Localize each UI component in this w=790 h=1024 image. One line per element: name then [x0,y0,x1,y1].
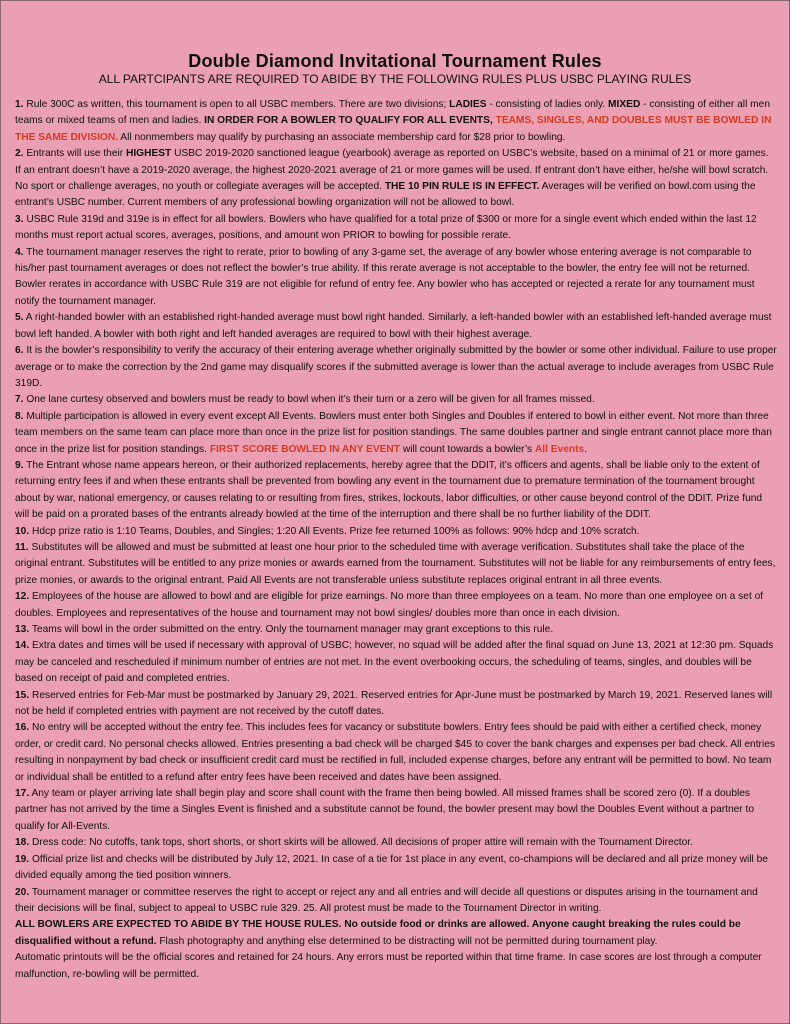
rule-text: Entrants will use their [23,148,126,160]
rule-text: USBC Rule 319d and 319e is in effect for all bowlers. Bowlers who have qualified for a total prize of $300 or more for a single event which ended within the last 12 months must report actual scores, averages, positions, and amount won PRIOR to bowling for possible rerate. [15,213,757,242]
rule-text: Employees of the house are allowed to bowl and are eligible for prize earnings. No more than three employees on a team. No more than one employee on a set of doubles. Employees and representatives of the house and tournament may not bowl singles/ doubles more than once in each division. [15,591,764,619]
rule-emphasis: HIGHEST [125,148,172,160]
rule-number: 18. [15,837,30,849]
rule-18 [15,835,777,851]
rule-number: 19. [15,853,30,865]
rule-7 [15,392,777,408]
rule-number: 11. [15,541,29,553]
house-rules-text: Flash photography and anything else determined to be distracting will not be permitted during tournament play. [156,935,658,947]
rule-2 [15,146,777,212]
rule-text: - consisting of either all men teams or mixed teams of men and ladies. [15,99,770,127]
rule-text: The Entrant whose name appears hereon, or their authorized replacements, hereby agree that the DDIT, it’s officers and agents, shall be liable only to the extent of returning entry fees if and when these entrants shall be prevented from bowling any event in the tournament due to premature termination of the tournament brought about by war, national emergency, or causes relating to or resulting from fires, strikes, lockouts, labor difficulties, or other cause beyond control of the DDIT. Prize fund will be paid on a prorated bases of the entrants already bowled at the time of the interruption and there shall be no further liability of the DDIT. [15,459,763,521]
page-subtitle: ALL PARTCIPANTS ARE REQUIRED TO ABIDE BY THE FOLLOWING RULES PLUS USBC PLAYING RULES [98,72,692,86]
rule-emphasis: LADIES [449,99,487,110]
rule-8 [15,409,777,458]
rule-text: Rule 300C as written, this tournament is open to all USBC members. There are two divisions; [23,99,450,110]
rule-number: 17. [15,788,30,800]
rule-number: 15. [15,689,30,701]
rule-text: will count towards a bowler’s [400,443,535,455]
rule-text: The tournament manager reserves the right to rerate, prior to bowling of any 3-game set, the average of any bowler whose entering average is not comparable to his/her past tournament averages or does not reflect the bowler’s true ability. If this rerate average is not acceptable to the bowler, the entry fee will not be returned. Bowler rerates in accordance with USBC Rule 319 are not eligible for refund of entry fee. Any bowler who has accepted or rejected a rerate for any tournament must notify the tournament manager. [15,246,755,307]
house-rules-emphasis: ALL BOWLERS ARE EXPECTED TO ABIDE BY THE HOUSE RULES. No outside food or drinks are allowed. Anyone caught breaking the rules could be disqualified without a refund. [15,919,741,947]
page-title: Double Diamond Invitational Tournament Rules [188,51,602,71]
rule-number: 3. [15,213,24,225]
rule-15 [15,688,777,721]
rule-number: 5. [15,312,24,324]
rule-text: Extra dates and times will be used if necessary with approval of USBC; however, no squad will be added after the final squad on June 13, 2021 at 12:30 pm. Squads may be canceled and rescheduled if minimum number of entries are not met. In the event overbooking occurs, the scheduling of teams, singles, and doubles will be based on receipt of paid and completed entries. [15,640,774,685]
rule-text: Any team or player arriving late shall begin play and score shall count with the frame then being bowled. All missed frames shall be scored zero (0). If a doubles partner has not arrived by the time a Singles Event is finished and a substitute cannot be found, the bowler present may bowl the Doubles Event without a partner to qualify for All-Events. [15,788,755,832]
rule-number: 2. [15,148,24,160]
rule-text: Substitutes will be allowed and must be submitted at least one hour prior to the scheduled time with average verification. Substitutes shall take the place of the original entrant. Substitutes will be entitled to any prize monies or awards earned from the tournament. Substitutes will not be liable for any reimbursements of entry fees, prize monies, or awards to the original entrant. Paid All Events are not transferable unless substitute replaces original entrant in all three events. [15,541,776,586]
rule-text: Official prize list and checks will be distributed by July 12, 2021. In case of a tie for 1st place in any event, co-champions will be declared and all prize money will be divided equally among the tied position winners. [15,853,768,882]
rule-number: 10. [15,525,30,537]
rule-text: A right-handed bowler with an established right-handed average must bowl right handed. Similarly, a left-handed bowler with an established left-handed average must bowl left handed. A bowler with both right and left handed averages are required to bowl with their highest average. [15,312,772,340]
rule-number: 7. [15,394,24,406]
rule-number: 6. [15,345,24,357]
rule-text: . [584,443,588,455]
rule-highlight: All Events [534,443,585,455]
rule-13 [15,622,777,638]
house-rules-note [15,917,777,950]
rule-17 [15,786,777,835]
rule-text: Multiple participation is allowed in every event except All Events. Bowlers must enter both Singles and Doubles if entered to bowl in either event. Not more than three team members on the same team can place more than once in the prize list for position standings. The same doubles partner and single entrant cannot place more than once in the prize list for position standings. [15,410,772,455]
rule-number: 12. [15,591,30,603]
rule-text: No entry will be accepted without the entry fee. This includes fees for vacancy or substitute bowlers. Entry fees should be paid with either a certified check, money order, or credit card. No personal checks allowed. Entries presenting a bad check will be charged $45 to cover the bank charges and expenses per bad check. All entries resulting in nonpayment by bad check or insufficient credit card must be rectified in full, included expense charges, before any entrant will be permitted to bowl. No team or individual shall be entitled to a refund after entry fees have been received and dates have been assigned. [15,722,775,783]
rule-text: Hdcp prize ratio is 1:10 Teams, Doubles, and Singles; 1:20 All Events. Prize fee returned 100% as follows: 90% hdcp and 10% scratch. [29,525,640,537]
rule-emphasis: MIXED [608,99,641,110]
rule-text: Tournament manager or committee reserves the right to accept or reject any and all entries and will decide all questions or disputes arising in the tournament and their decisions will be final, subject to appeal to USBC rule 329. 25. All protest must be made to the Tournament Director in writing. [15,886,758,914]
rule-number: 14. [15,640,30,652]
rule-9 [15,458,777,524]
rule-highlight: TEAMS, SINGLES, AND DOUBLES MUST BE BOWLED IN THE SAME DIVISION. [15,115,772,143]
rules-list [15,97,777,983]
rule-text: One lane curtesy observed and bowlers must be ready to bowl when it’s their turn or a zero will be given for all frames missed. [23,394,595,406]
rule-number: 13. [15,624,30,635]
rule-4 [15,245,777,311]
rule-text: All nonmembers may qualify by purchasing an associate membership card for $28 prior to bowling. [118,131,566,143]
rule-19 [15,852,777,885]
rule-number: 9. [15,459,24,471]
rule-text: Reserved entries for Feb-Mar must be postmarked by January 29, 2021. Reserved entries for Apr-June must be postmarked by March 19, 2021. Reserved lanes will not be held if completed entries with payment are not received by the cutoff dates. [15,689,773,718]
rule-number: 16. [15,722,30,734]
rule-text: It is the bowler’s responsibility to verify the accuracy of their entering average whether originally submitted by the bowler or some other individual. Failure to use proper average or to make the correction by the 2nd game may disqualify scores if the submitted average is lower than the actual average to include averages from USBC Rule 319D. [15,345,777,389]
rule-1 [15,97,777,146]
rule-6 [15,343,777,392]
rule-text: USBC 2019-2020 sanctioned league (yearbook) average as reported on USBC’s website, based on a minimal of 21 or more games. If an entrant doesn’t have a 2019-2020 average, the highest 2020-2021 average of 21 or more games will be used. If entrant don’t have either, he/she will bowl scratch. No sport or challenge averages, no youth or collegiate averages will be accepted. [15,148,769,193]
rule-emphasis: IN ORDER FOR A BOWLER TO QUALIFY FOR ALL EVENTS, [204,115,496,127]
rule-text: Averages will be verified on bowl.com using the entrant’s USBC number. Current members of any professional bowling organization will not be allowed to bowl. [15,181,756,209]
rule-14 [15,638,777,687]
rule-5 [15,310,777,343]
rule-10 [15,524,777,540]
rule-number: 20. [15,886,30,898]
rule-text: Dress code: No cutoffs, tank tops, short shorts, or short skirts will be allowed. All decisions of proper attire will remain with the Tournament Director. [29,837,693,849]
rule-3 [15,212,777,245]
rule-12 [15,589,777,622]
rule-text: - consisting of ladies only. [486,99,609,110]
printout-note: Automatic printouts will be the official scores and retained for 24 hours. Any errors must be reported within that time frame. In case scores are lost through a computer malfunction, re-bowling will be permitted. [15,952,762,980]
rule-number: 8. [15,410,24,422]
rule-20 [15,885,777,918]
rule-text: Teams will bowl in the order submitted on the entry. Only the tournament manager may grant exceptions to this rule. [29,624,554,635]
rule-16 [15,720,777,786]
rule-highlight: FIRST SCORE BOWLED IN ANY EVENT [209,443,400,455]
rule-emphasis: THE 10 PIN RULE IS IN EFFECT. [384,181,540,193]
rule-number: 4. [15,246,24,258]
rule-11 [15,540,777,589]
rule-number: 1. [15,99,24,110]
